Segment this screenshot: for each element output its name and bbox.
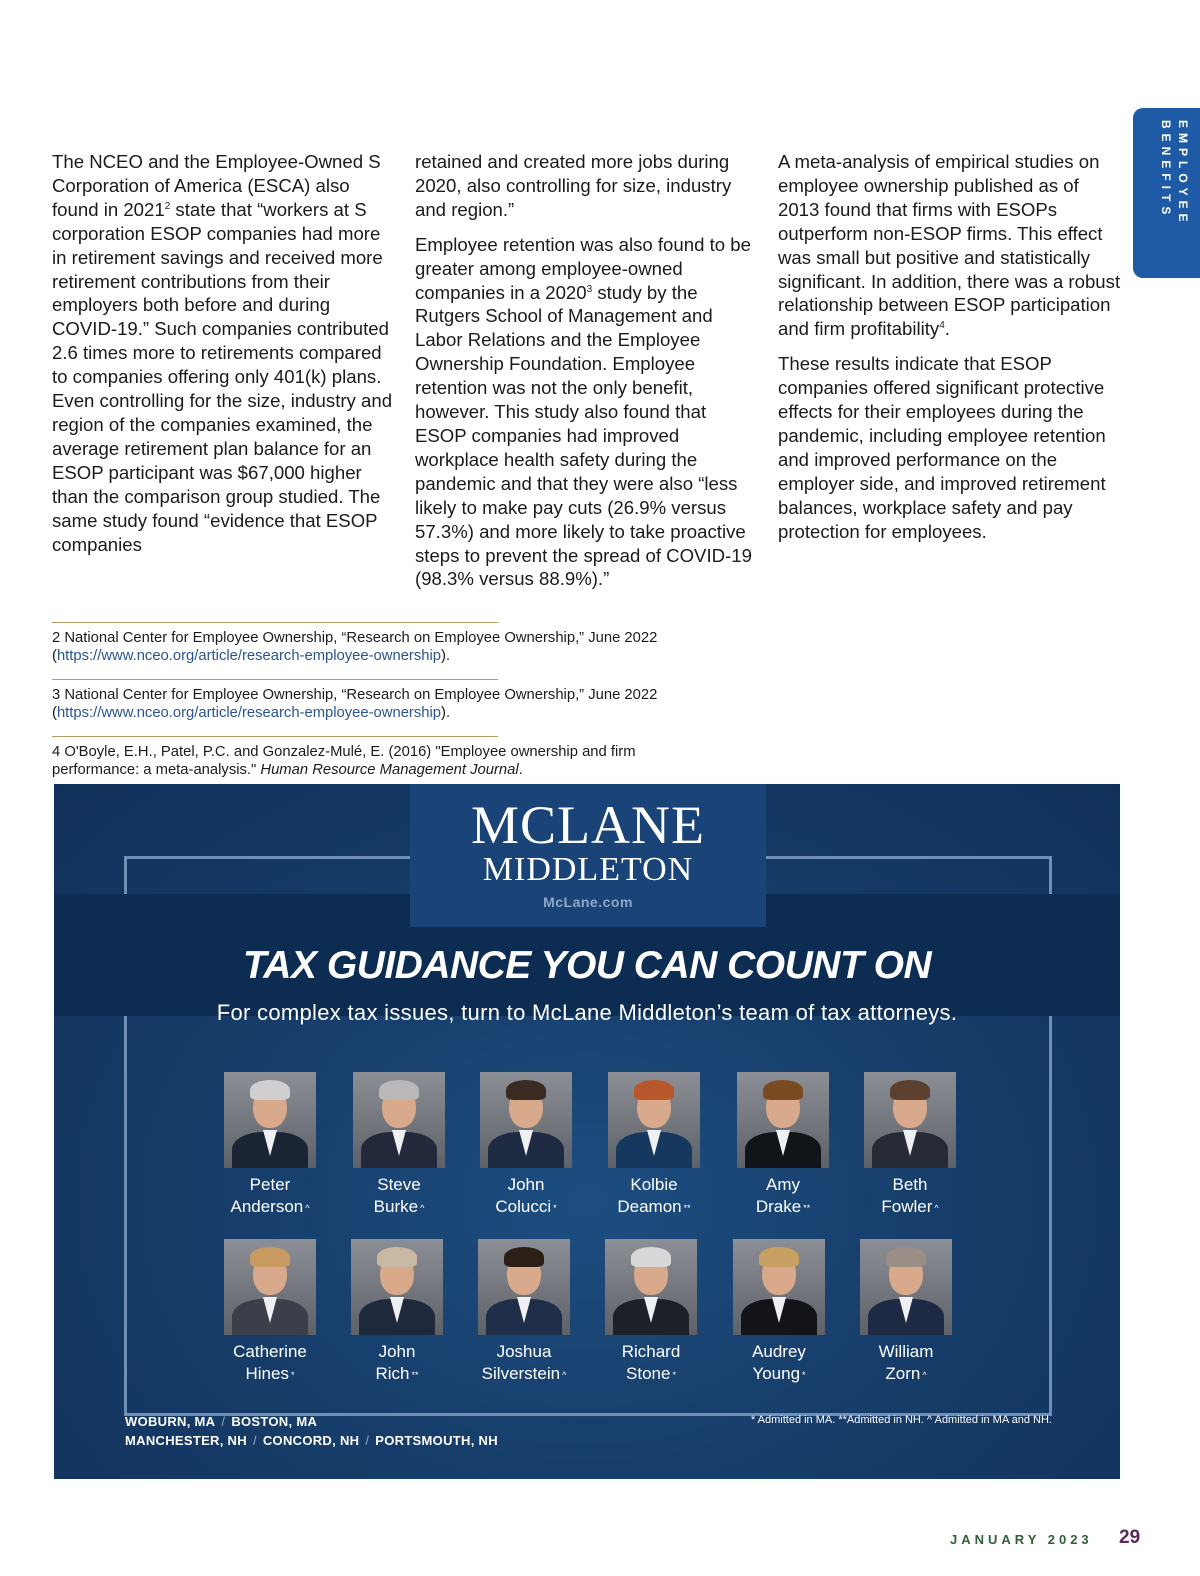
col3-paragraph-2: These results indicate that ESOP companies offered significant protective effects for their employees during the pandemic, including employee retention and improved performance on the employer side, and improved retirement balances, workplace safety and pay protection for employees. [778, 353, 1106, 542]
attorney-last-name: Stone * [626, 1364, 676, 1383]
office-locations: WOBURN, MA / BOSTON, MA MANCHESTER, NH / CONCORD, NH / PORTSMOUTH, NH [125, 1414, 498, 1448]
attorney-first-name: Amy [766, 1175, 800, 1194]
attorney-card[interactable] [205, 1072, 335, 1219]
footnote-ref-3[interactable]: 3 [586, 283, 593, 295]
attorney-card[interactable] [459, 1239, 589, 1386]
attorney-card[interactable] [461, 1072, 591, 1219]
attorney-last-name: Rich ** [375, 1364, 419, 1383]
footnote-ref-2[interactable]: 2 [164, 200, 171, 212]
logo-mclane: MCLANE [471, 795, 705, 855]
footnote-ref-4[interactable]: 4 [939, 320, 945, 332]
attorney-first-name: Kolbie [630, 1175, 678, 1194]
attorney-first-name: Joshua [496, 1342, 552, 1361]
attorney-card[interactable] [845, 1072, 975, 1219]
article-column-1 [52, 150, 397, 567]
attorney-first-name: William [878, 1342, 934, 1361]
attorney-photo [224, 1239, 316, 1335]
attorney-first-name: Beth [892, 1175, 928, 1194]
col3-paragraph-1: A meta-analysis of empirical studies on employee ownership published as of 2013 found that firms with ESOPs outperform non-ESOP firms. This effect was small but positive and statistically significant. In addition, there was a robust relationship between ESOP participation and firm profitability$^4$. [778, 151, 1121, 340]
attorney-last-name: Burke ^ [373, 1197, 425, 1216]
col2-paragraph-2: Employee retention was also found to be greater among employee-owned companies in a 2020$^3$ study by the Rutgers School of Management and Labor Relations and the Employee Ownership Foundation. Employee retention was not the only benefit, however. This study also found that ESOP companies had improved workplace health safety during the pandemic and that they were also “less likely to make pay cuts (26.9% versus 57.3%) and more likely to take proactive steps to prevent the spread of COVID-19 (98.3% versus 88.9%).” [415, 233, 752, 590]
admission-mark: ^ [922, 1369, 927, 1380]
attorney-card[interactable] [589, 1072, 719, 1219]
footnote-2-link[interactable]: https://www.nceo.org/article/research-employee-ownership [56, 648, 442, 664]
footnotes [52, 622, 712, 793]
attorney-last-name: Fowler ^ [881, 1197, 939, 1216]
admission-mark: ^ [420, 1202, 425, 1213]
attorney-first-name: Peter [249, 1175, 291, 1194]
admission-mark: ^ [562, 1369, 567, 1380]
ad-headline: TAX GUIDANCE YOU CAN COUNT ON [242, 944, 932, 987]
admission-mark: ** [683, 1202, 691, 1213]
article-column-2 [415, 150, 760, 602]
attorney-first-name: Catherine [233, 1342, 307, 1361]
mclane-middleton-ad[interactable] [54, 784, 1120, 1479]
attorney-photo [864, 1072, 956, 1168]
ad-logo [410, 784, 766, 927]
attorney-card[interactable] [205, 1239, 335, 1386]
attorney-photo [224, 1072, 316, 1168]
attorney-photo [478, 1239, 570, 1335]
attorney-card[interactable] [586, 1239, 716, 1386]
attorney-last-name: Deamon ** [617, 1197, 691, 1216]
issue-date: JANUARY 2023 [950, 1532, 1093, 1547]
attorney-last-name: Silverstein ^ [481, 1364, 567, 1383]
page-number: 29 [1119, 1527, 1141, 1548]
col2-paragraph-1: retained and created more jobs during 2020, also controlling for size, industry and region.” [415, 151, 732, 220]
attorney-photo [733, 1239, 825, 1335]
attorney-card[interactable] [332, 1239, 462, 1386]
admission-mark: ** [803, 1202, 811, 1213]
attorney-photo [353, 1072, 445, 1168]
footnote-4: 4 O'Boyle, E.H., Patel, P.C. and Gonzalez-Mulé, E. (2016) "Employee ownership and firm performance: a meta-analysis." Human Resource Management Journal. [52, 736, 498, 779]
footnote-2: 2 National Center for Employee Ownership, “Research on Employee Ownership,” June 2022 (https://www.nceo.org/article/research-employee-ownership). [52, 622, 498, 665]
attorney-first-name: John [507, 1175, 545, 1194]
attorney-last-name: Drake ** [755, 1197, 811, 1216]
attorney-first-name: John [378, 1342, 416, 1361]
attorney-last-name: Young * [752, 1364, 806, 1383]
attorney-last-name: Zorn ^ [885, 1364, 927, 1383]
footnote-3-link[interactable]: https://www.nceo.org/article/research-employee-ownership [56, 705, 442, 721]
admission-note: * Admitted in MA. **Admitted in NH. ^ Admitted in MA and NH. [750, 1414, 1052, 1426]
attorney-first-name: Audrey [752, 1342, 806, 1361]
attorney-first-name: Steve [377, 1175, 421, 1194]
section-tab-label: EMPLOYEE BENEFITS [1159, 120, 1190, 227]
attorney-photo [608, 1072, 700, 1168]
attorney-card[interactable] [718, 1072, 848, 1219]
attorney-last-name: Colucci * [495, 1197, 557, 1216]
logo-middleton: MIDDLETON [482, 851, 694, 888]
attorney-card[interactable] [334, 1072, 464, 1219]
admission-mark: * [290, 1369, 295, 1380]
admission-mark: * [672, 1369, 676, 1380]
attorney-photo [737, 1072, 829, 1168]
attorney-photo [480, 1072, 572, 1168]
section-tab [1133, 108, 1200, 278]
attorney-photo [860, 1239, 952, 1335]
footnote-3: 3 National Center for Employee Ownership, “Research on Employee Ownership,” June 2022 (https://www.nceo.org/article/research-employee-ownership). [52, 679, 498, 722]
article-column-3 [778, 150, 1123, 555]
admission-mark: ^ [305, 1202, 310, 1213]
attorney-first-name: Richard [621, 1342, 681, 1361]
admission-mark: ^ [934, 1202, 939, 1213]
attorney-card[interactable] [841, 1239, 971, 1386]
admission-mark: * [802, 1369, 806, 1380]
attorney-photo [351, 1239, 443, 1335]
admission-mark: * [553, 1202, 557, 1213]
logo-url[interactable]: McLane.com [543, 894, 633, 910]
admission-mark: ** [411, 1369, 419, 1380]
attorney-photo [605, 1239, 697, 1335]
col1-paragraph: The NCEO and the Employee-Owned S Corporation of America (ESCA) also found in 2021$^2$ state that “workers at S corporation ESOP companies had more in retirement savings and received more retirement contributions from their employers both before and during COVID-19.” Such companies contributed 2.6 times more to retirements compared to companies offering only 401(k) plans. Even controlling for the size, industry and region of the companies examined, the average retirement plan balance for an ESOP participant was $67,000 higher than the comparison group studied. The same study found “evidence that ESOP companies [52, 151, 393, 555]
ad-subheadline: For complex tax issues, turn to McLane Middleton’s team of tax attorneys. [216, 1000, 958, 1025]
attorney-last-name: Hines * [245, 1364, 295, 1383]
attorney-last-name: Anderson ^ [230, 1197, 310, 1216]
attorney-card[interactable] [714, 1239, 844, 1386]
